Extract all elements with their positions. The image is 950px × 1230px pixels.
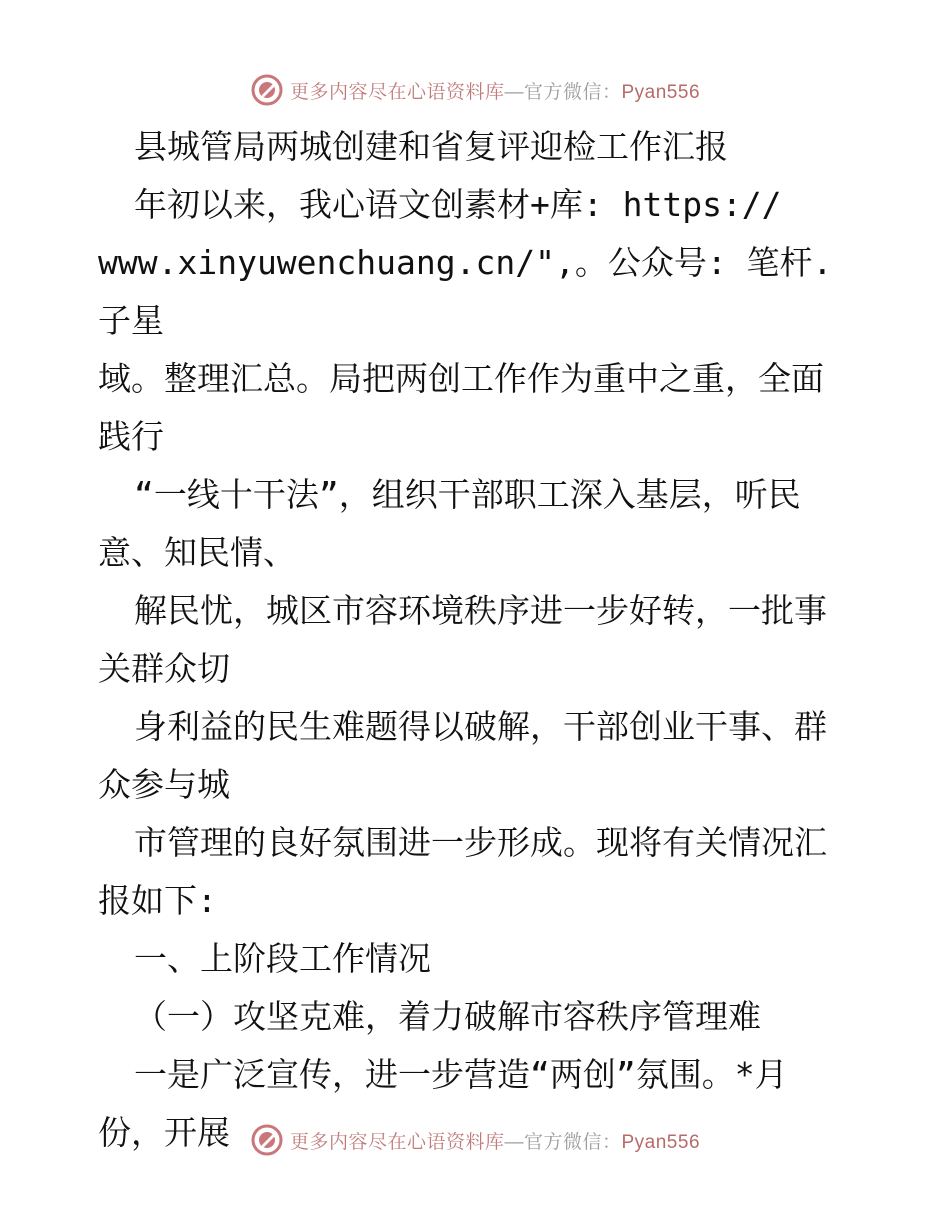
paragraph: “一线十干法”，组织干部职工深入基层，听民 意、知民情、 bbox=[98, 475, 801, 572]
subsection-heading: （一）攻坚克难，着力破解市容秩序管理难 bbox=[134, 997, 761, 1036]
paragraph: 年初以来，我心语文创素材+库: https:// www.xinyuwenchuang.cn/",。公众号: 笔杆.子星 域。整理汇总。局把两创工作作为重中之重，全面 践行 bbox=[98, 185, 833, 456]
document-title: 县城管局两城创建和省复评迎检工作汇报 bbox=[134, 127, 728, 166]
watermark-text: 更多内容尽在心语资料库—官方微信：Pyan556 bbox=[289, 81, 701, 103]
paragraph: 身利益的民生难题得以破解，干部创业干事、群 众参与城 bbox=[98, 707, 827, 804]
watermark-footer bbox=[0, 1120, 950, 1160]
section-heading: 一、上阶段工作情况 bbox=[134, 939, 431, 978]
pen-circle-icon bbox=[250, 73, 284, 107]
paragraph: 解民忧，城区市容环境秩序进一步好转，一批事 关群众切 bbox=[98, 591, 827, 688]
paragraph: 市管理的良好氛围进一步形成。现将有关情况汇 报如下: bbox=[98, 823, 827, 920]
watermark-text: 更多内容尽在心语资料库—官方微信：Pyan556 bbox=[289, 1131, 701, 1153]
pen-circle-icon bbox=[250, 1123, 284, 1157]
paragraph: 一是广泛宣传，进一步营造“两创”氛围。*月 份，开展 bbox=[98, 1055, 788, 1152]
document-body bbox=[98, 118, 858, 1162]
watermark-header bbox=[0, 70, 950, 110]
